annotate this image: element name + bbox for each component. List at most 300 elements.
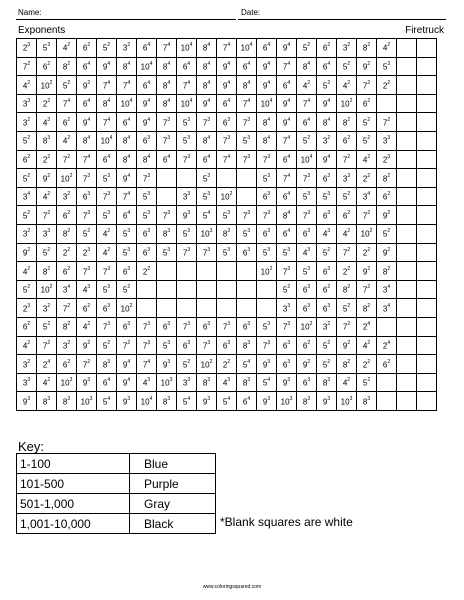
grid-cell: $6^3$: [137, 224, 157, 243]
grid-cell: $10^4$: [177, 39, 197, 58]
grid-cell: $6^2$: [377, 355, 397, 374]
grid-cell: $7^3$: [177, 317, 197, 336]
grid-cell: [417, 39, 437, 58]
grid-cell: $10^4$: [237, 39, 257, 58]
grid-cell: $3^4$: [377, 299, 397, 318]
grid-cell: $6^3$: [217, 113, 237, 132]
grid-row: [17, 262, 437, 281]
grid-cell: $6^4$: [197, 150, 217, 169]
grid-cell: $7^3$: [157, 131, 177, 150]
color-by-number-grid: [16, 38, 437, 411]
grid-cell: $6^3$: [237, 317, 257, 336]
grid-cell: [417, 392, 437, 411]
grid-cell: $9^4$: [277, 113, 297, 132]
grid-cell: $7^4$: [57, 94, 77, 113]
grid-cell: [157, 299, 177, 318]
grid-cell: $10^4$: [137, 392, 157, 411]
grid-cell: $8^3$: [317, 373, 337, 392]
grid-cell: $6^2$: [77, 299, 97, 318]
grid-row: [17, 94, 437, 113]
grid-cell: $5^3$: [97, 169, 117, 188]
grid-cell: $7^3$: [157, 206, 177, 225]
grid-cell: $5^2$: [357, 113, 377, 132]
grid-row: [17, 113, 437, 132]
grid-cell: [397, 150, 417, 169]
grid-cell: $2^2$: [217, 355, 237, 374]
grid-cell: $5^2$: [177, 355, 197, 374]
grid-cell: $2^2$: [357, 169, 377, 188]
grid-cell: $4^3$: [317, 224, 337, 243]
grid-cell: $7^3$: [77, 206, 97, 225]
grid-cell: $9^4$: [137, 94, 157, 113]
picture-title: Firetruck: [405, 25, 444, 36]
grid-cell: $6^3$: [317, 262, 337, 281]
grid-cell: $5^3$: [377, 57, 397, 76]
grid-cell: $7^3$: [257, 336, 277, 355]
grid-cell: $5^2$: [317, 243, 337, 262]
grid-cell: $6^2$: [337, 206, 357, 225]
grid-cell: [237, 299, 257, 318]
grid-cell: $6^3$: [297, 280, 317, 299]
grid-cell: $7^3$: [77, 169, 97, 188]
grid-cell: $10^2$: [297, 317, 317, 336]
grid-cell: $7^4$: [177, 76, 197, 95]
grid-cell: $8^3$: [57, 392, 77, 411]
grid-cell: $6^4$: [277, 150, 297, 169]
worksheet-title: Exponents: [18, 25, 66, 36]
grid-cell: $9^2$: [337, 336, 357, 355]
grid-cell: $7^3$: [257, 150, 277, 169]
grid-cell: $7^3$: [177, 150, 197, 169]
grid-cell: [177, 262, 197, 281]
grid-cell: $7^2$: [357, 206, 377, 225]
grid-cell: $4^2$: [97, 243, 117, 262]
grid-cell: [377, 317, 397, 336]
grid-cell: $5^3$: [157, 243, 177, 262]
grid-cell: $6^3$: [297, 224, 317, 243]
grid-cell: $8^3$: [357, 392, 377, 411]
key-label: Key:: [18, 439, 45, 454]
grid-cell: $6^3$: [317, 206, 337, 225]
grid-cell: [177, 169, 197, 188]
grid-row: [17, 150, 437, 169]
grid-cell: $5^3$: [257, 243, 277, 262]
grid-cell: [397, 76, 417, 95]
grid-cell: $7^2$: [117, 336, 137, 355]
grid-cell: $6^3$: [157, 317, 177, 336]
grid-cell: $8^3$: [197, 373, 217, 392]
grid-cell: [417, 206, 437, 225]
grid-cell: $5^3$: [297, 187, 317, 206]
grid-cell: $2^2$: [37, 150, 57, 169]
grid-cell: [197, 299, 217, 318]
grid-cell: $5^3$: [117, 243, 137, 262]
grid-cell: $8^3$: [157, 392, 177, 411]
grid-cell: $5^3$: [217, 243, 237, 262]
grid-cell: $5^3$: [97, 280, 117, 299]
grid-cell: $3^2$: [17, 355, 37, 374]
grid-cell: $4^2$: [357, 336, 377, 355]
grid-cell: $7^4$: [137, 355, 157, 374]
grid-cell: $9^3$: [157, 355, 177, 374]
grid-cell: $6^3$: [137, 131, 157, 150]
grid-cell: $9^2$: [77, 336, 97, 355]
grid-cell: $5^2$: [277, 280, 297, 299]
grid-cell: $6^3$: [217, 336, 237, 355]
grid-cell: $5^2$: [337, 187, 357, 206]
grid-cell: [417, 243, 437, 262]
grid-row: [17, 392, 437, 411]
grid-cell: $9^2$: [357, 262, 377, 281]
grid-cell: $5^4$: [217, 392, 237, 411]
grid-cell: $7^2$: [77, 355, 97, 374]
grid-cell: $9^2$: [377, 243, 397, 262]
grid-cell: [157, 262, 177, 281]
grid-cell: $6^3$: [257, 187, 277, 206]
grid-cell: $4^3$: [217, 373, 237, 392]
grid-cell: $8^4$: [317, 113, 337, 132]
grid-cell: $8^4$: [117, 57, 137, 76]
grid-cell: $3^3$: [17, 94, 37, 113]
grid-cell: $2^3$: [377, 150, 397, 169]
grid-cell: $5^2$: [57, 76, 77, 95]
grid-cell: $4^3$: [297, 243, 317, 262]
grid-cell: [397, 392, 417, 411]
grid-cell: $6^2$: [57, 206, 77, 225]
grid-cell: $7^4$: [97, 113, 117, 132]
grid-cell: $2^3$: [77, 243, 97, 262]
grid-cell: $6^4$: [77, 94, 97, 113]
grid-cell: $3^3$: [17, 373, 37, 392]
grid-cell: $7^3$: [237, 206, 257, 225]
grid-cell: $7^2$: [337, 317, 357, 336]
grid-cell: $6^2$: [57, 113, 77, 132]
grid-cell: $5^3$: [177, 113, 197, 132]
grid-cell: $9^2$: [37, 169, 57, 188]
grid-cell: [397, 355, 417, 374]
grid-cell: $5^2$: [317, 336, 337, 355]
grid-cell: $8^4$: [297, 57, 317, 76]
grid-cell: $8^3$: [37, 131, 57, 150]
grid-cell: $7^3$: [97, 187, 117, 206]
grid-cell: [397, 94, 417, 113]
grid-cell: [377, 94, 397, 113]
key-row: [17, 514, 216, 534]
grid-cell: $6^4$: [297, 113, 317, 132]
grid-cell: $4^3$: [77, 280, 97, 299]
grid-row: [17, 373, 437, 392]
grid-cell: [417, 131, 437, 150]
grid-row: [17, 224, 437, 243]
grid-cell: $10^4$: [137, 57, 157, 76]
grid-cell: $10^4$: [117, 94, 137, 113]
key-range: 101-500: [17, 474, 130, 494]
grid-cell: $5^4$: [97, 392, 117, 411]
grid-cell: $5^2$: [337, 57, 357, 76]
grid-cell: [397, 57, 417, 76]
grid-cell: $6^4$: [97, 150, 117, 169]
grid-cell: $4^2$: [297, 76, 317, 95]
grid-cell: $7^3$: [137, 317, 157, 336]
grid-cell: [157, 280, 177, 299]
grid-cell: $8^2$: [57, 317, 77, 336]
grid-cell: $9^3$: [77, 373, 97, 392]
grid-cell: $5^2$: [117, 280, 137, 299]
grid-cell: $10^2$: [197, 355, 217, 374]
grid-cell: $8^3$: [37, 392, 57, 411]
grid-cell: $8^3$: [157, 224, 177, 243]
grid-cell: $8^3$: [297, 392, 317, 411]
grid-cell: $7^4$: [97, 76, 117, 95]
grid-cell: $6^3$: [137, 243, 157, 262]
grid-cell: $6^2$: [357, 94, 377, 113]
grid-cell: $7^3$: [137, 336, 157, 355]
grid-cell: $3^2$: [17, 113, 37, 132]
grid-cell: $9^2$: [17, 243, 37, 262]
grid-cell: $7^4$: [77, 150, 97, 169]
grid-cell: [237, 262, 257, 281]
grid-cell: [417, 94, 437, 113]
grid-cell: $5^2$: [17, 131, 37, 150]
grid-cell: $6^2$: [17, 317, 37, 336]
grid-cell: $8^2$: [337, 113, 357, 132]
grid-cell: $6^4$: [317, 57, 337, 76]
grid-cell: $5^3$: [37, 39, 57, 58]
grid-cell: $9^4$: [257, 76, 277, 95]
grid-cell: $9^4$: [77, 113, 97, 132]
grid-cell: $9^4$: [117, 373, 137, 392]
grid-cell: [417, 262, 437, 281]
grid-cell: $7^2$: [17, 57, 37, 76]
grid-cell: [377, 392, 397, 411]
grid-cell: [397, 187, 417, 206]
grid-cell: [417, 57, 437, 76]
grid-cell: $5^2$: [97, 39, 117, 58]
grid-cell: [397, 373, 417, 392]
grid-cell: $7^2$: [357, 76, 377, 95]
grid-cell: $4^2$: [337, 224, 357, 243]
grid-cell: $6^2$: [377, 187, 397, 206]
grid-cell: $7^3$: [297, 206, 317, 225]
grid-cell: [417, 169, 437, 188]
grid-cell: $2^3$: [17, 299, 37, 318]
grid-cell: $10^2$: [57, 169, 77, 188]
grid-cell: $9^3$: [117, 392, 137, 411]
grid-cell: $2^2$: [377, 76, 397, 95]
grid-cell: $7^4$: [297, 94, 317, 113]
key-range: 1-100: [17, 454, 130, 474]
grid-cell: $3^2$: [317, 317, 337, 336]
grid-cell: $7^3$: [277, 262, 297, 281]
grid-cell: $7^3$: [217, 131, 237, 150]
grid-cell: [417, 150, 437, 169]
grid-cell: [397, 113, 417, 132]
grid-cell: $4^2$: [17, 336, 37, 355]
color-key-table: [16, 453, 216, 534]
grid-cell: $6^3$: [257, 224, 277, 243]
grid-cell: $7^2$: [57, 299, 77, 318]
grid-cell: $8^2$: [37, 262, 57, 281]
grid-cell: $6^3$: [97, 299, 117, 318]
grid-cell: [417, 317, 437, 336]
grid-cell: $9^4$: [277, 39, 297, 58]
grid-cell: $9^4$: [317, 94, 337, 113]
grid-cell: $5^2$: [317, 355, 337, 374]
grid-cell: [397, 243, 417, 262]
grid-cell: [397, 39, 417, 58]
grid-cell: [397, 280, 417, 299]
grid-row: [17, 187, 437, 206]
grid-cell: $2^3$: [17, 39, 37, 58]
grid-cell: $8^4$: [197, 39, 217, 58]
grid-cell: $8^3$: [217, 224, 237, 243]
grid-cell: $9^4$: [217, 57, 237, 76]
grid-cell: $3^3$: [177, 373, 197, 392]
name-line: [16, 19, 236, 20]
grid-cell: $4^2$: [377, 39, 397, 58]
grid-cell: $10^2$: [217, 187, 237, 206]
grid-cell: [417, 187, 437, 206]
grid-cell: [237, 280, 257, 299]
grid-cell: $3^4$: [357, 187, 377, 206]
grid-cell: $6^2$: [37, 57, 57, 76]
grid-cell: $5^3$: [117, 224, 137, 243]
grid-cell: [417, 280, 437, 299]
grid-cell: $5^2$: [377, 224, 397, 243]
grid-cell: [217, 299, 237, 318]
grid-cell: $2^2$: [57, 243, 77, 262]
grid-cell: [217, 169, 237, 188]
grid-cell: $7^2$: [337, 150, 357, 169]
grid-cell: [197, 280, 217, 299]
date-label: Date:: [241, 8, 261, 17]
grid-cell: $7^3$: [77, 262, 97, 281]
grid-cell: [237, 169, 257, 188]
grid-cell: $3^2$: [17, 224, 37, 243]
grid-cell: $9^4$: [117, 355, 137, 374]
grid-cell: $2^2$: [357, 243, 377, 262]
grid-cell: $9^4$: [137, 113, 157, 132]
grid-cell: $5^3$: [237, 224, 257, 243]
grid-cell: $5^3$: [277, 243, 297, 262]
grid-cell: $6^4$: [217, 94, 237, 113]
grid-cell: $7^4$: [157, 39, 177, 58]
grid-cell: $3^3$: [177, 187, 197, 206]
grid-cell: $5^3$: [257, 317, 277, 336]
grid-cell: $8^3$: [97, 355, 117, 374]
grid-cell: $6^4$: [117, 113, 137, 132]
grid-cell: $7^3$: [197, 336, 217, 355]
grid-cell: $2^2$: [337, 262, 357, 281]
grid-cell: $8^4$: [117, 131, 137, 150]
grid-cell: $3^2$: [57, 187, 77, 206]
grid-cell: $7^4$: [217, 39, 237, 58]
grid-cell: $6^3$: [77, 187, 97, 206]
grid-cell: $3^3$: [37, 224, 57, 243]
grid-cell: $5^2$: [37, 317, 57, 336]
grid-cell: $7^3$: [137, 169, 157, 188]
grid-cell: $7^3$: [237, 150, 257, 169]
grid-cell: $5^2$: [337, 299, 357, 318]
grid-cell: $5^4$: [177, 392, 197, 411]
grid-cell: $9^2$: [377, 206, 397, 225]
grid-cell: $10^3$: [77, 392, 97, 411]
grid-cell: $4^2$: [97, 224, 117, 243]
grid-cell: $7^3$: [197, 113, 217, 132]
grid-cell: $9^3$: [277, 373, 297, 392]
grid-cell: $5^3$: [137, 187, 157, 206]
grid-cell: $10^3$: [157, 373, 177, 392]
grid-cell: $8^4$: [77, 131, 97, 150]
worksheet-header: [16, 6, 446, 20]
grid-cell: $6^4$: [77, 57, 97, 76]
grid-cell: $7^3$: [97, 262, 117, 281]
grid-cell: $3^2$: [317, 131, 337, 150]
grid-cell: $8^3$: [237, 336, 257, 355]
date-line: [238, 19, 446, 20]
grid-row: [17, 57, 437, 76]
grid-cell: $3^3$: [377, 131, 397, 150]
grid-cell: $5^3$: [257, 169, 277, 188]
grid-cell: $6^3$: [317, 299, 337, 318]
grid-cell: [177, 299, 197, 318]
grid-cell: $8^4$: [197, 57, 217, 76]
grid-cell: [397, 317, 417, 336]
grid-cell: $8^2$: [357, 39, 377, 58]
grid-cell: $5^3$: [177, 131, 197, 150]
grid-cell: $10^3$: [277, 392, 297, 411]
grid-cell: $8^4$: [157, 94, 177, 113]
grid-cell: $6^3$: [317, 169, 337, 188]
grid-cell: $10^2$: [37, 76, 57, 95]
grid-row: [17, 169, 437, 188]
grid-cell: $5^2$: [357, 131, 377, 150]
grid-cell: $4^2$: [57, 131, 77, 150]
grid-cell: $6^3$: [117, 262, 137, 281]
grid-cell: $4^3$: [137, 373, 157, 392]
grid-cell: $6^2$: [57, 355, 77, 374]
key-range: 501-1,000: [17, 494, 130, 514]
grid-cell: $3^3$: [277, 299, 297, 318]
grid-cell: $5^2$: [97, 336, 117, 355]
grid-cell: $6^4$: [257, 39, 277, 58]
grid-cell: $6^2$: [77, 39, 97, 58]
grid-cell: $9^2$: [77, 76, 97, 95]
grid-row: [17, 299, 437, 318]
grid-cell: $5^3$: [197, 187, 217, 206]
grid-cell: $8^4$: [157, 76, 177, 95]
grid-cell: $9^3$: [257, 392, 277, 411]
grid-cell: $6^4$: [237, 392, 257, 411]
grid-cell: $10^2$: [37, 280, 57, 299]
grid-cell: [417, 76, 437, 95]
grid-cell: $6^4$: [137, 39, 157, 58]
grid-cell: $10^2$: [357, 224, 377, 243]
grid-row: [17, 280, 437, 299]
grid-cell: $6^3$: [177, 336, 197, 355]
grid-row: [17, 76, 437, 95]
grid-cell: $4^2$: [337, 76, 357, 95]
grid-cell: $5^2$: [17, 169, 37, 188]
grid-cell: $10^3$: [337, 392, 357, 411]
grid-cell: [137, 280, 157, 299]
grid-cell: $6^3$: [197, 317, 217, 336]
grid-cell: $2^4$: [377, 336, 397, 355]
grid-cell: $2^4$: [357, 317, 377, 336]
grid-cell: $4^2$: [37, 373, 57, 392]
grid-cell: $5^2$: [317, 76, 337, 95]
grid-cell: $5^2$: [297, 39, 317, 58]
